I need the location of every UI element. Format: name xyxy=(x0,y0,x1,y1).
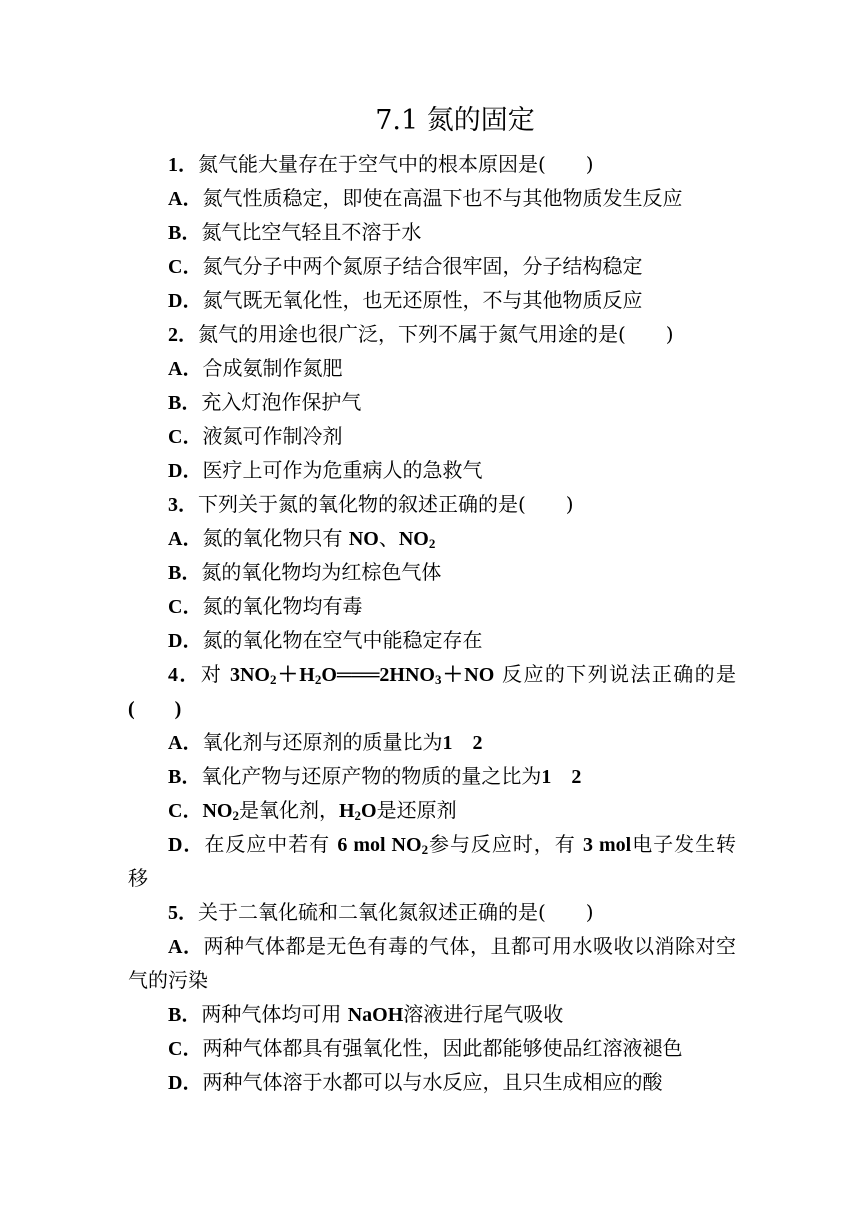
question-text: 氮气能大量存在于空气中的根本原因是( ) xyxy=(198,152,594,176)
question-number: 3． xyxy=(168,494,198,516)
option-text: 合成氨制作氮肥 xyxy=(202,356,343,380)
ratio-value: 1 2 xyxy=(541,766,582,788)
option-text: 在反应中若有 xyxy=(204,832,338,856)
ratio-value: 1 2 xyxy=(442,732,483,754)
option-text: 氮的氧化物均有毒 xyxy=(202,594,363,618)
option-label: C． xyxy=(168,426,203,448)
option-text: 是还原剂 xyxy=(376,798,457,822)
question-4-continuation xyxy=(128,691,736,725)
option-4a xyxy=(128,725,736,759)
option-text: 两种气体溶于水都可以与水反应，且只生成相应的酸 xyxy=(202,1070,663,1094)
question-1 xyxy=(128,147,736,181)
option-text: 氧化产物与还原产物的物质的量之比为 xyxy=(201,764,542,788)
option-text: 氧化剂与还原剂的质量比为 xyxy=(202,730,443,754)
option-3a xyxy=(128,521,736,555)
option-text: 氮的氧化物均为红棕色气体 xyxy=(201,560,442,584)
reaction-equation: $3NO_2+H_2O═══2HNO_3+NO$ xyxy=(229,664,495,687)
answer-blank: ( ) xyxy=(128,698,182,720)
amount-electrons: 3 mol xyxy=(583,834,632,856)
option-text: 氮气比空气轻且不溶于水 xyxy=(201,220,422,244)
option-2b xyxy=(128,385,736,419)
question-2 xyxy=(128,317,736,351)
option-4c xyxy=(128,793,736,827)
document-title: 7.1 氮的固定 xyxy=(375,105,535,136)
option-4d xyxy=(128,827,736,861)
option-2a xyxy=(128,351,736,385)
option-label: A． xyxy=(168,528,203,550)
question-list xyxy=(128,147,736,1099)
formula-no: NO xyxy=(348,528,379,550)
option-label: C． xyxy=(168,800,203,822)
option-label: A． xyxy=(168,358,203,380)
separator: 、 xyxy=(378,526,399,550)
question-number: 1． xyxy=(168,154,198,176)
option-label: C． xyxy=(168,1038,203,1060)
question-number: 5． xyxy=(168,902,198,924)
option-label: D． xyxy=(168,630,203,652)
option-label: B． xyxy=(168,392,202,414)
option-5a-continuation: 气的污染 xyxy=(128,968,208,992)
option-4d-continuation: 移 xyxy=(128,866,148,890)
option-text: 氮气既无氧化性，也无还原性，不与其他物质反应 xyxy=(202,288,643,312)
option-text: 氮气分子中两个氮原子结合很牢固，分子结构稳定 xyxy=(202,254,643,278)
option-text: 是氧化剂， xyxy=(238,798,339,822)
option-label: D． xyxy=(168,290,203,312)
question-number: 2． xyxy=(168,324,198,346)
option-text: 氮的氧化物只有 xyxy=(202,526,349,550)
option-label: B． xyxy=(168,766,202,788)
option-text: 液氮可作制冷剂 xyxy=(202,424,343,448)
option-1a xyxy=(128,181,736,215)
option-label: D． xyxy=(168,460,203,482)
option-label: B． xyxy=(168,562,202,584)
question-number: 4． xyxy=(168,664,201,686)
question-5 xyxy=(128,895,736,929)
option-5b xyxy=(128,997,736,1031)
option-5a xyxy=(128,929,736,963)
question-text: 氮气的用途也很广泛，下列不属于氮气用途的是( ) xyxy=(198,322,674,346)
option-label: C． xyxy=(168,256,203,278)
option-text: 医疗上可作为危重病人的急救气 xyxy=(202,458,483,482)
option-4b xyxy=(128,759,736,793)
option-3b xyxy=(128,555,736,589)
option-text: 氮的氧化物在空气中能稳定存在 xyxy=(202,628,483,652)
option-3c xyxy=(128,589,736,623)
option-text: 两种气体都是无色有毒的气体，且都可用水吸收以消除对空 xyxy=(203,934,736,958)
question-4 xyxy=(128,657,736,691)
question-3 xyxy=(128,487,736,521)
option-text: 溶液进行尾气吸收 xyxy=(403,1002,564,1026)
formula-no2: $NO_2$ xyxy=(202,800,239,823)
option-label: B． xyxy=(168,1004,202,1026)
option-5c xyxy=(128,1031,736,1065)
option-1d xyxy=(128,283,736,317)
option-text: 两种气体均可用 xyxy=(201,1002,348,1026)
question-text: 下列关于氮的氧化物的叙述正确的是( ) xyxy=(198,492,574,516)
option-text: 氮气性质稳定，即使在高温下也不与其他物质发生反应 xyxy=(202,186,683,210)
formula-h2o: $H_2O$ xyxy=(338,800,377,823)
amount-no2: 6 mol $NO_2$ xyxy=(337,834,429,857)
question-text: 关于二氧化硫和二氧化氮叙述正确的是( ) xyxy=(198,900,594,924)
option-5d xyxy=(128,1065,736,1099)
formula-no2: $NO_2$ xyxy=(398,528,436,551)
option-label: D． xyxy=(168,834,205,856)
option-label: A． xyxy=(168,732,203,754)
option-label: C． xyxy=(168,596,203,618)
option-label: A． xyxy=(168,936,204,958)
option-text: 参与反应时，有 xyxy=(428,832,584,856)
option-label: D． xyxy=(168,1072,203,1094)
question-text-post: 反应的下列说法正确的是 xyxy=(494,662,737,686)
option-text: 两种气体都具有强氧化性，因此都能够使品红溶液褪色 xyxy=(202,1036,683,1060)
option-label: A． xyxy=(168,188,203,210)
formula-naoh: NaOH xyxy=(347,1004,404,1026)
option-2c xyxy=(128,419,736,453)
question-text-pre: 对 xyxy=(200,662,230,686)
option-text: 充入灯泡作保护气 xyxy=(201,390,362,414)
option-3d xyxy=(128,623,736,657)
option-text: 电子发生转 xyxy=(631,832,737,856)
option-2d xyxy=(128,453,736,487)
option-1c xyxy=(128,249,736,283)
option-label: B． xyxy=(168,222,202,244)
option-1b xyxy=(128,215,736,249)
